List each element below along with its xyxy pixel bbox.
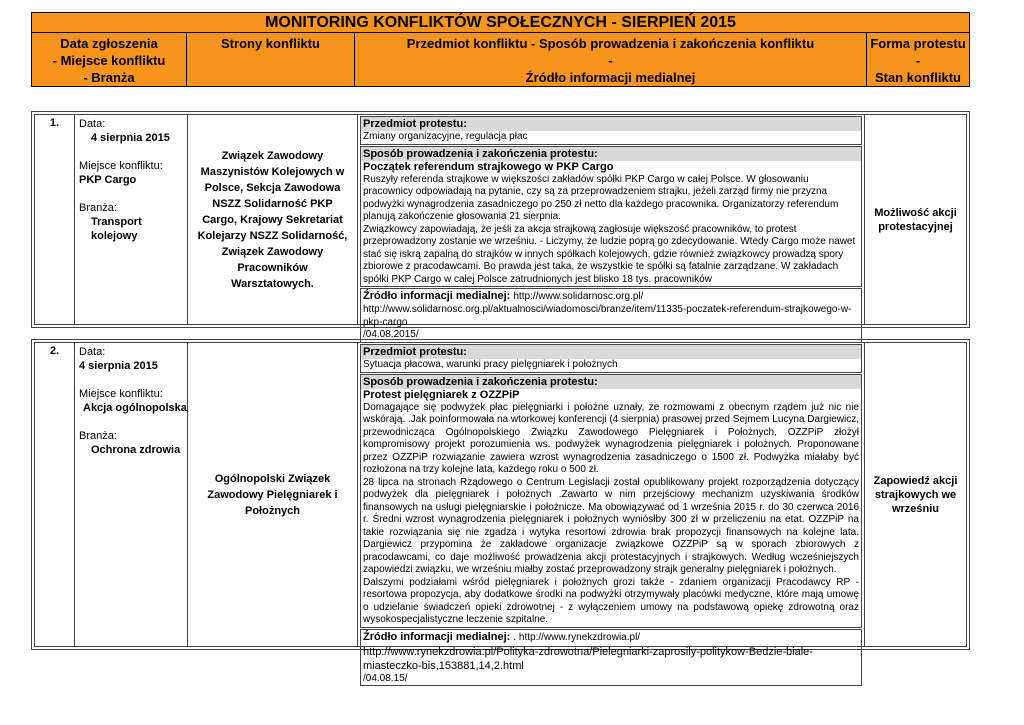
header-col-form: [867, 33, 969, 87]
branch-label: Branża:: [79, 202, 117, 214]
header-col-parties: [187, 33, 355, 87]
header-col-date-line2: - Miejsce konfliktu: [52, 53, 166, 68]
source-date: /04.08.2015/: [363, 329, 419, 340]
protest-form: Zapowiedź akcji strajkowych we wrześniu: [873, 474, 958, 515]
subject-label: Przedmiot protestu:: [361, 345, 861, 359]
header-col-date-line1: Data zgłoszenia: [60, 36, 158, 51]
date-label: Data:: [79, 118, 106, 130]
place-label: Miejsce konfliktu:: [79, 388, 163, 400]
branch-value: Transport kolejowy: [91, 216, 142, 242]
date-value: 4 sierpnia 2015: [91, 132, 170, 144]
header-col-form-line1: Forma protestu: [870, 36, 966, 51]
date-label: Data:: [79, 346, 106, 358]
source-url-link[interactable]: http://www.solidarnosc.org.pl/aktualnosci/wiadomosci/branze/item/11335-poczatek-referendum-strajkowego-w-pkp-cargo: [363, 304, 852, 328]
subject-value: Sytuacja płacowa, warunki pracy pielęgniarek i położnych: [363, 359, 618, 370]
header-col-subject: [355, 33, 867, 87]
source-label: Źródło informacji medialnej:: [363, 290, 511, 302]
subject-box: [360, 344, 862, 373]
conflict-record-2: [31, 339, 970, 684]
record-meta: [75, 115, 188, 324]
place-label: Miejsce konfliktu:: [79, 160, 163, 172]
method-box: [360, 374, 862, 628]
method-label: Sposób prowadzenia i zakończenia protestu:: [361, 147, 861, 161]
header-col-subject-line2: -: [608, 53, 613, 68]
header-col-subject-line3: Źródło informacji medialnej: [525, 70, 696, 85]
source-site-link[interactable]: http://www.solidarnosc.org.pl/: [513, 291, 644, 302]
conflict-parties: Ogólnopolski Związek Zawodowy Pielęgniarek i Położnych: [188, 343, 358, 646]
method-paragraph: Związkowcy zapowiadają, że jeśli za akcja strajkową zagłosuje większość pracowników, to protest przeprowadzony zostanie we wrześniu. - Liczymy, że ludzie poprą go zdecydowanie. Wtedy Cargo może nawet stać się iskrą zapalną do strajków w innych spółkach kolejowych, gdzie również związkowcy prowadzą spory zbiorowe z pracodawcami. Bo prawda jest taka, że wszystkie te spółki są fatalnie zarządzane. W zakładach spółki PKP Cargo w całej Polsce zatrudnionych jest blisko 18 tys. pracowników: [363, 223, 856, 285]
place-value: PKP Cargo: [79, 174, 137, 186]
method-title: Początek referendum strajkowego w PKP Cargo: [363, 160, 614, 173]
source-box: [360, 288, 862, 343]
method-paragraph: Ruszyły referenda strajkowe w większości zakładów spółki PKP Cargo w całej Polsce. W głosowaniu pracownicy odpowiadają na pytanie, czy są za przeprowadzeniem strajku, jeżeli zarząd firmy nie przyzna podwyżki wynagrodzenia zasadniczego po 250 zł netto dla każdego pracownika. Organizatorzy referendum planują zakończenie głosowania 21 sierpnia.: [363, 173, 839, 222]
record-number: 1.: [35, 115, 75, 324]
subject-box: [360, 116, 862, 145]
method-label: Sposób prowadzenia i zakończenia protestu:: [361, 375, 861, 389]
conflict-parties: Związek Zawodowy Maszynistów Kolejowych w Polsce, Sekcja Zawodowa NSZZ Solidarność PKP Cargo, Krajowy Sekretariat Kolejarzy NSZZ Solidarność, Związek Zawodowy Pracowników Warsztatowych.: [188, 115, 358, 324]
header-col-date: [32, 33, 187, 87]
method-paragraph: Dalszymi podziałami wśród pielęgniarek i położnych grozi także - zdaniem organizacji Pracodawcy RP - resortowa propozycja, aby dodatkowe środki na podwyżki otrzymywały placówki medyczne, które mają umowę o udzielanie świadczeń opieki zdrowotnej - z wyłączeniem umowy na podstawową opiekę zdrowotną oraz wysokospecjalistyczne leczenie szpitalne.: [363, 576, 859, 625]
method-box: [360, 146, 862, 288]
header-col-subject-line1: Przedmiot konfliktu - Sposób prowadzenia i zakończenia konfliktu: [406, 36, 815, 51]
source-site-link[interactable]: . http://www.rynekzdrowia.pl/: [513, 631, 641, 643]
record-number: 2.: [35, 343, 75, 646]
source-box: [360, 629, 862, 687]
subject-value: Zmiany organizacyjne, regulacja płac: [363, 131, 528, 142]
date-value: 4 sierpnia 2015: [79, 360, 158, 372]
conflict-subject: [358, 115, 865, 340]
conflict-record-1: [31, 111, 970, 340]
record-meta: [75, 343, 188, 646]
branch-value: Ochrona zdrowia: [91, 444, 181, 456]
branch-label: Branża:: [79, 430, 117, 442]
header-col-form-line2: -: [915, 53, 921, 68]
source-date: /04.08.15/: [363, 672, 408, 684]
conflict-subject: [358, 343, 865, 684]
method-title: Protest pielęgniarek z OZZPiP: [363, 388, 520, 401]
subject-label: Przedmiot protestu:: [361, 117, 861, 131]
method-paragraph: Domagające się podwyżek płac pielęgniarki i położne uznały, że rozmowami z obecnym rządem już nic nie wskórają. .Jak poinformowała na wtorkowej konferencji (4 sierpnia) prasowej przed Sejmem Lucyna Dargiewicz, przewodnicząca Ogólnopolskiego Związku Zawodowego Pielęgniarek i Położnych, OZZPiP złożył kompromisowy projekt porozumienia ws. podwyżek wynagrodzenia pielęgniarek i położnych. Proponowane przez OZZPiP rozwiązanie zawiera wzrost wynagrodzenia zasadniczego o 1500 zł. Podwyżka miałaby być rozłożona na trzy kolejne lata, każdego roku o 500 zł.: [363, 401, 859, 475]
header-col-parties-line1: Strony konfliktu: [221, 36, 320, 51]
page-title: MONITORING KONFLIKTÓW SPOŁECZNYCH - SIERPIEŃ 2015: [32, 13, 969, 33]
place-value: Akcja ogólnopolska: [83, 402, 187, 414]
method-paragraph: 28 lipca na stronach Rządowego o Centrum Legislacji został opublikowany projekt rozporządzenia dotyczący podwyżek dla pielęgniarek i położnych .Zawarto w nim przejściowy mechanizm uzyskiwania środków finansowych na usługi pielęgniarskie i położnicze. Ma obowiązywać od 1 września 2015 r. do 30 czerwca 2016 r. Średni wzrost wynagrodzenia pielęgniarek i położnych wyniósłby 300 zł w przeliczeniu na etat. OZZPiP na takie rozwiązania się nie zgadza i wytyka resortowi zdrowia brak propozycji finansowych na kolejne lata. Dargiewicz przypomina że zakładowe organizacje związkowe OZZPiP są w sporach zbiorowych z pracodawcami, co daje możliwość prowadzenia akcji protestacyjnych i strajkowych. Według wcześniejszych zapowiedzi związku, we wrześniu miałby zostać przeprowadzony strajk generalny pielęgniarek i położnych.: [363, 476, 859, 575]
source-url-link[interactable]: http://www.rynekzdrowia.pl/Polityka-zdrowotna/Pielegniarki-zaprosily-politykow-Bedzie-biale-miasteczko-bis,153881,14,2.html: [363, 645, 813, 672]
header-col-form-line3: Stan konfliktu: [875, 70, 961, 85]
table-header: [31, 12, 970, 87]
header-col-date-line3: - Branża: [83, 70, 135, 85]
source-label: Źródło informacji medialnej:: [363, 630, 511, 643]
protest-form: Możliwość akcji protestacyjnej: [874, 206, 957, 233]
